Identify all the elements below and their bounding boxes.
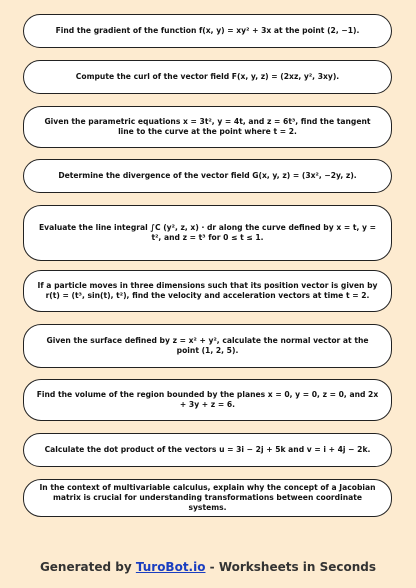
question-text: Determine the divergence of the vector field G(x, y, z) = (3x², −2y, z). <box>58 170 357 180</box>
question-card <box>23 205 392 261</box>
footer <box>0 560 416 574</box>
question-text: Given the parametric equations x = 3t², y = 4t, and z = 6t³, find the tangent line to the curve at the point where t = 2. <box>44 116 371 136</box>
question-card <box>23 324 392 368</box>
question-card <box>23 479 392 517</box>
question-card <box>23 379 392 421</box>
question-text: If a particle moves in three dimensions such that its position vector is given by r(t) = (t³, sin(t), t²), find the velocity and acceleration vectors at time t = 2. <box>37 280 378 300</box>
question-text: Evaluate the line integral ∫C (y², z, x) · dr along the curve defined by x = t, y = t², and z = t³ for 0 ≤ t ≤ 1. <box>38 222 377 242</box>
question-card <box>23 159 392 193</box>
question-card <box>23 433 392 467</box>
question-card <box>23 106 392 148</box>
question-text: Calculate the dot product of the vectors u = 3i − 2j + 5k and v = i + 4j − 2k. <box>44 444 371 454</box>
question-text: Find the gradient of the function f(x, y) = xy² + 3x at the point (2, −1). <box>55 25 360 35</box>
question-text: In the context of multivariable calculus, explain why the concept of a Jacobian matrix is crucial for understanding transformations between coordinate systems. <box>39 482 376 513</box>
question-text: Given the surface defined by z = x² + y², calculate the normal vector at the point (1, 2, 5). <box>46 335 369 355</box>
question-card <box>23 14 392 48</box>
question-text: Find the volume of the region bounded by the planes x = 0, y = 0, z = 0, and 2x + 3y + z = 6. <box>36 389 379 409</box>
question-card <box>23 60 392 94</box>
footer-suffix: - Worksheets in Seconds <box>205 560 377 574</box>
footer-prefix: Generated by <box>39 560 136 574</box>
brand-link[interactable]: TuroBot.io <box>135 560 206 574</box>
question-card <box>23 270 392 312</box>
question-text: Compute the curl of the vector field F(x, y, z) = (2xz, y², 3xy). <box>75 71 340 81</box>
